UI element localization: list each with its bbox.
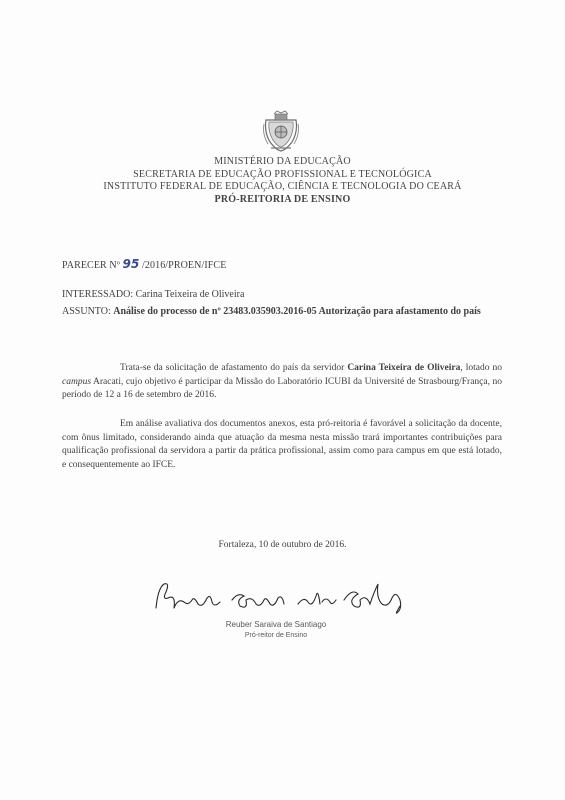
parecer-suffix: /2016/PROEN/IFCE (139, 260, 227, 271)
document-date: Fortaleza, 10 de outubro de 2016. (218, 540, 347, 550)
parecer-prefix: PARECER Nº (62, 260, 123, 271)
paragraph-request-name: Carina Teixeira de Oliveira (347, 363, 461, 373)
assunto-value: Análise do processo de nº 23483.035903.2016-05 Autorização para afastamento do país (113, 306, 481, 317)
parecer-number-line (62, 257, 226, 271)
parecer-handwritten-number: 95 (122, 257, 140, 271)
interessado-line (62, 289, 244, 300)
signer-role: Pró-reitor de Ensino (244, 632, 308, 639)
header-department: PRÓ-REITORIA DE ENSINO (214, 193, 351, 205)
letterhead (40, 156, 525, 206)
handwritten-signature (148, 578, 408, 618)
assunto-line (62, 305, 507, 318)
coat-of-arms-icon (262, 110, 300, 152)
header-secretariat: SECRETARIA DE EDUCAÇÃO PROFISSIONAL E TECNOLÓGICA (133, 168, 432, 180)
paragraph-request-campus: campus (62, 376, 92, 387)
paragraph-request (62, 362, 502, 403)
signer-block (216, 619, 336, 641)
paragraph-analysis: Em análise avaliativa dos documentos anexos, esta pró-reitoria é favorável a solicitação da docente, com ônus limitado, considerando ainda que atuação da mesma nesta missão trará importantes contribuições para qualificação profissional da servidora a partir da prática profissional, assim como para campus em que está lotado, e consequentemente ao IFCE. (62, 419, 502, 470)
signer-name: Reuber Saraiva de Santiago (225, 620, 327, 629)
paragraph-request-text-a: Trata-se da solicitação de afastamento do país da servidor (120, 363, 348, 373)
paragraph-request-text-c: Aracati, cujo objetivo é participar da Missão do Laboratório ICUBI da Université de Strasbourg/França, no período de 12 a 16 de setembro de 2016. (62, 376, 502, 400)
header-ministry: MINISTÉRIO DA EDUCAÇÃO (214, 156, 351, 167)
assunto-label: ASSUNTO: (62, 306, 114, 317)
interessado-value: Carina Teixeira de Oliveira (135, 289, 245, 300)
header-institute: INSTITUTO FEDERAL DE EDUCAÇÃO, CIÊNCIA E TECNOLOGIA DO CEARÁ (103, 181, 462, 192)
interessado-label: INTERESSADO: (62, 289, 136, 300)
paragraph-request-text-b: , lotado no (460, 363, 503, 373)
